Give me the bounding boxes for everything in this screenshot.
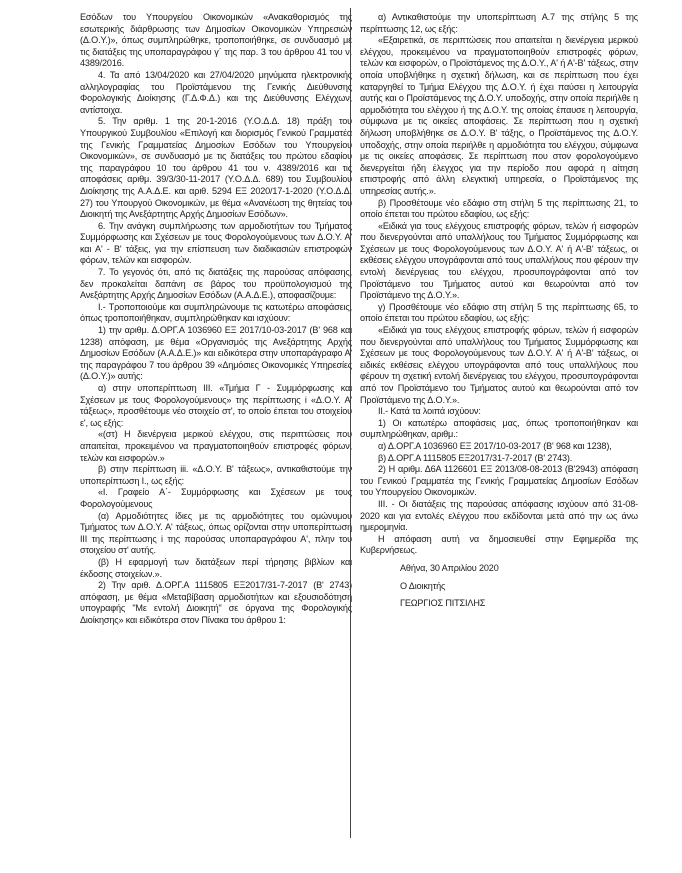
paragraph: «Ειδικά για τους ελέγχους επιστροφής φόρων, τελών ή εισφορών που διενεργούνται από υπαλλήλους του Τμήματος Συμμόρφωσης και Σχέσεων με τους Φορολογούμενους των Δ.Ο.Υ. Α' ή Α'-Β' τάξεως, οι εκθέσεις ελέγχου υπογράφονται από τους υπαλλήλους που φέρουν την εντολή διενέργειας του ελέγχου, προσυπογράφονται από τον Προϊστάμενο του Τμήματος αυτού και θεωρούνται από τον Προϊστάμενο της Δ.Ο.Υ.». bbox=[360, 220, 638, 301]
left-column bbox=[80, 12, 352, 626]
paragraph: α) Δ.ΟΡΓ.Α 1036960 ΕΞ 2017/10-03-2017 (Β' 968 και 1238), bbox=[378, 440, 612, 451]
paragraph: 2) Την αριθ. Δ.ΟΡΓ.Α 1115805 ΕΞ2017/31-7-2017 (Β' 2743) απόφαση, με θέμα «Μεταβίβαση αρμοδιοτήτων και εξουσιοδότηση υπογραφής "Με εντολή Διοικητή" σε όργανα της Φορολογικής Διοίκησης» και ειδικότερα στον Πίνακα του άρθρου 1: bbox=[80, 580, 352, 625]
paragraph: (α) Αρμοδιότητες ίδιες με τις αρμοδιότητες του ομώνυμου Τμήματος των Δ.Ο.Υ. Α' τάξεως, όπως ορίζονται στην υποπερίπτωση III της περίπτωσης i της παρούσας υποπαραγράφου Α', πλην του στοιχείου στ' αυτής. bbox=[80, 510, 352, 556]
paragraph: Η απόφαση αυτή να δημοσιευθεί στην Εφημερίδα της Κυβερνήσεως. bbox=[360, 533, 638, 556]
paragraph: β) Δ.ΟΡΓ.Α 1115805 ΕΞ2017/31-7-2017 (Β' 2743). bbox=[378, 452, 573, 463]
paragraph: γ) Προσθέτουμε νέο εδάφιο στη στήλη 5 της περίπτωσης 65, το οποίο έπεται του πρώτου εδαφίου, ως εξής: bbox=[360, 301, 638, 324]
signature-place-date: Αθήνα, 30 Απριλίου 2020 bbox=[400, 562, 499, 573]
paragraph: I.- Τροποποιούμε και συμπληρώνουμε τις κατωτέρω αποφάσεις, όπως τροποποιήθηκαν, συμπληρώθηκαν και ισχύουν: bbox=[80, 301, 352, 324]
paragraph: «I. Γραφείο Α΄- Συμμόρφωσης και Σχέσεων με τους Φορολογούμενους bbox=[80, 487, 352, 509]
paragraph: III. - Οι διατάξεις της παρούσας απόφασης ισχύουν από 31-08-2020 και για εντολές ελέγχου που εκδίδονται μετά από την ως άνω ημερομηνία. bbox=[360, 498, 638, 533]
signature-name: ΓΕΩΡΓΙΟΣ ΠΙΤΣΙΛΗΣ bbox=[400, 598, 486, 609]
paragraph: β) στην περίπτωση iii. «Δ.Ο.Υ. Β' τάξεως», αντικαθιστούμε την υποπερίπτωση I., ως εξής: bbox=[80, 464, 352, 486]
paragraph: 7. Το γεγονός ότι, από τις διατάξεις της παρούσας απόφασης, δεν προκαλείται δαπάνη σε βάρος του προϋπολογισμού της Ανεξάρτητης Αρχής Δημοσίων Εσόδων (Α.Α.Δ.Ε.), αποφασίζουμε: bbox=[80, 267, 352, 301]
right-column bbox=[360, 12, 638, 610]
paragraph: «(στ) Η διενέργεια μερικού ελέγχου, στις περιπτώσεις που απαιτείται, προκειμένου να πραγματοποιηθούν επιστροφές φόρων, τελών και εισφορών.» bbox=[80, 429, 352, 463]
column-divider bbox=[350, 8, 351, 838]
paragraph: «Εξαιρετικά, σε περιπτώσεις που απαιτείται η διενέργεια μερικού ελέγχου, προκειμένου να πραγματοποιηθούν επιστροφές φόρων, τελών και εισφορών, ο Προϊστάμενος της Δ.Ο.Υ., Α' ή Α'-Β' τάξεως, στην οποία υποβλήθηκε η σχετική δήλωση, και σε περίπτωση που έχει καταργηθεί το Τμήμα Ελέγχου της Δ.Ο.Υ. ή έχει παύσει η λειτουργία αυτής και ο Προϊστάμενος της Δ.Ο.Υ. υποδοχής, στην οποία περιήλθε η αρμοδιότητα του ελέγχου ή της Δ.Ο.Υ. της οποίας έπαυσε η λειτουργία, σύμφωνα με τις οικείες αποφάσεις. Σε περίπτωση που η σχετική δήλωση υποβλήθηκε σε Δ.Ο.Υ. Β' τάξης, ο Προϊστάμενος της Δ.Ο.Υ. υποδοχής, στην οποία περιήλθε η αρμοδιότητα του ελέγχου, σύμφωνα με τις οικείες αποφάσεις. Σε περίπτωση που στον φορολογούμενο διενεργείται ήδη έλεγχος για την περίοδο που αφορά η αίτηση επιστροφής από άλλη ελεγκτική υπηρεσία, ο Προϊστάμενος της υπηρεσίας αυτής.». bbox=[360, 35, 638, 196]
paragraph: 1) την αριθμ. Δ.ΟΡΓ.Α 1036960 ΕΞ 2017/10-03-2017 (Β' 968 και 1238) απόφαση, με θέμα «Οργανισμός της Ανεξάρτητης Αρχής Δημοσίων Εσόδων (Α.Α.Δ.Ε.)» και ειδικότερα στην υποπαράγραφο Α' της παραγράφου 7 του άρθρου 39 «Δημόσιες Οικονομικές Υπηρεσίες (Δ.Ο.Υ.)» αυτής: bbox=[80, 325, 352, 382]
paragraph: «Ειδικά για τους ελέγχους επιστροφής φόρων, τελών ή εισφορών που διενεργούνται από υπαλλήλους του Τμήματος Συμμόρφωσης και Σχέσεων με τους Φορολογούμενους των Δ.Ο.Υ. Α' ή Α'-Β' τάξεως, οι ειδικές εκθέσεις ελέγχου υπογράφονται από τους υπαλλήλους που φέρουν τη σχετική εντολή διενέργειας του ελέγχου, προσυπογράφονται από τον Προϊστάμενο του Τμήματος αυτού και θεωρούνται από τον Προϊστάμενο της Δ.Ο.Υ.». bbox=[360, 325, 638, 405]
paragraph: 5. Την αριθμ. 1 της 20-1-2016 (Υ.Ο.Δ.Δ. 18) πράξη του Υπουργικού Συμβουλίου «Επιλογή και διορισμός Γενικού Γραμματέα της Γενικής Γραμματείας Δημοσίων Εσόδων του Υπουργείου Οικονομικών», σε συνδυασμό με τις διατάξεις του πρώτου εδαφίου της παραγράφου 10 του άρθρου 41 του ν. 4389/2016 και τις αποφάσεις αριθμ. 39/3/30-11-2017 (Υ.Ο.Δ.Δ. 689) του Συμβουλίου Διοίκησης της Α.Α.Δ.Ε. και αριθ. 5294 ΕΞ 2020/17-1-2020 (Υ.Ο.Δ.Δ. 27) του Υπουργού Οικονομικών, με θέμα «Ανανέωση της θητείας του Διοικητή της Ανεξάρτητης Αρχής Δημοσίων Εσόδων». bbox=[80, 116, 352, 220]
paragraph: Εσόδων του Υπουργείου Οικονομικών «Ανακαθορισμός της εσωτερικής διάρθρωσης των Δημοσίων Οικονομικών Υπηρεσιών (Δ.Ο.Υ.)», όπως συμπληρώθηκε, τροποποιήθηκε, σε συνδυασμό με τις διατάξεις της υποπαραγράφου γ΄ της παρ. 3 του άρθρου 41 του ν. 4389/2016. bbox=[80, 12, 352, 69]
paragraph: 2) Η αριθμ. Δ6Α 1126601 ΕΞ 2013/08-08-2013 (Β'2943) απόφαση του Γενικού Γραμματέα της Γενικής Γραμματείας Δημοσίων Εσόδων του Υπουργείου Οικονομικών. bbox=[360, 464, 638, 498]
paragraph: 1) Οι κατωτέρω αποφάσεις μας, όπως τροποποιήθηκαν και συμπληρώθηκαν, αριθμ.: bbox=[360, 417, 638, 440]
paragraph: 6. Την ανάγκη συμπλήρωσης των αρμοδιοτήτων του Τμήματος Συμμόρφωσης και Σχέσεων με τους Φορολογούμενους των Δ.Ο.Υ. Α' και Α' - Β' τάξεις, για την επίσπευση των διαδικασιών επιστροφών φόρων, τελών και εισφορών. bbox=[80, 220, 352, 266]
paragraph: α) στην υποπερίπτωση III. «Τμήμα Γ - Συμμόρφωσης και Σχέσεων με τους Φορολογούμενους» της περίπτωσης i «Δ.Ο.Υ. Α' τάξεως», προσθέτουμε νέο στοιχείο στ', το οποίο έπεται του στοιχείου ε', ως εξής: bbox=[80, 383, 352, 428]
paragraph: α) Αντικαθιστούμε την υποπερίπτωση Α.7 της στήλης 5 της περίπτωσης 12, ως εξής: bbox=[360, 12, 638, 34]
paragraph: β) Προσθέτουμε νέο εδάφιο στη στήλη 5 της περίπτωσης 21, το οποίο έπεται του πρώτου εδαφίου, ως εξής: bbox=[360, 197, 638, 220]
paragraph: 4. Τα από 13/04/2020 και 27/04/2020 μηνύματα ηλεκτρονικής αλληλογραφίας του Προϊστάμενου της Γενικής Διεύθυνσης Φορολογικής Διοίκησης (Γ.Δ.Φ.Δ.) και της Διεύθυνσης Ελέγχων, αντίστοιχα. bbox=[80, 69, 352, 115]
signature-role: Ο Διοικητής bbox=[400, 580, 446, 591]
paragraph: II.- Κατά τα λοιπά ισχύουν: bbox=[378, 406, 481, 417]
paragraph: (β) Η εφαρμογή των διατάξεων περί τήρησης βιβλίων και έκδοσης στοιχείων.». bbox=[80, 556, 352, 579]
